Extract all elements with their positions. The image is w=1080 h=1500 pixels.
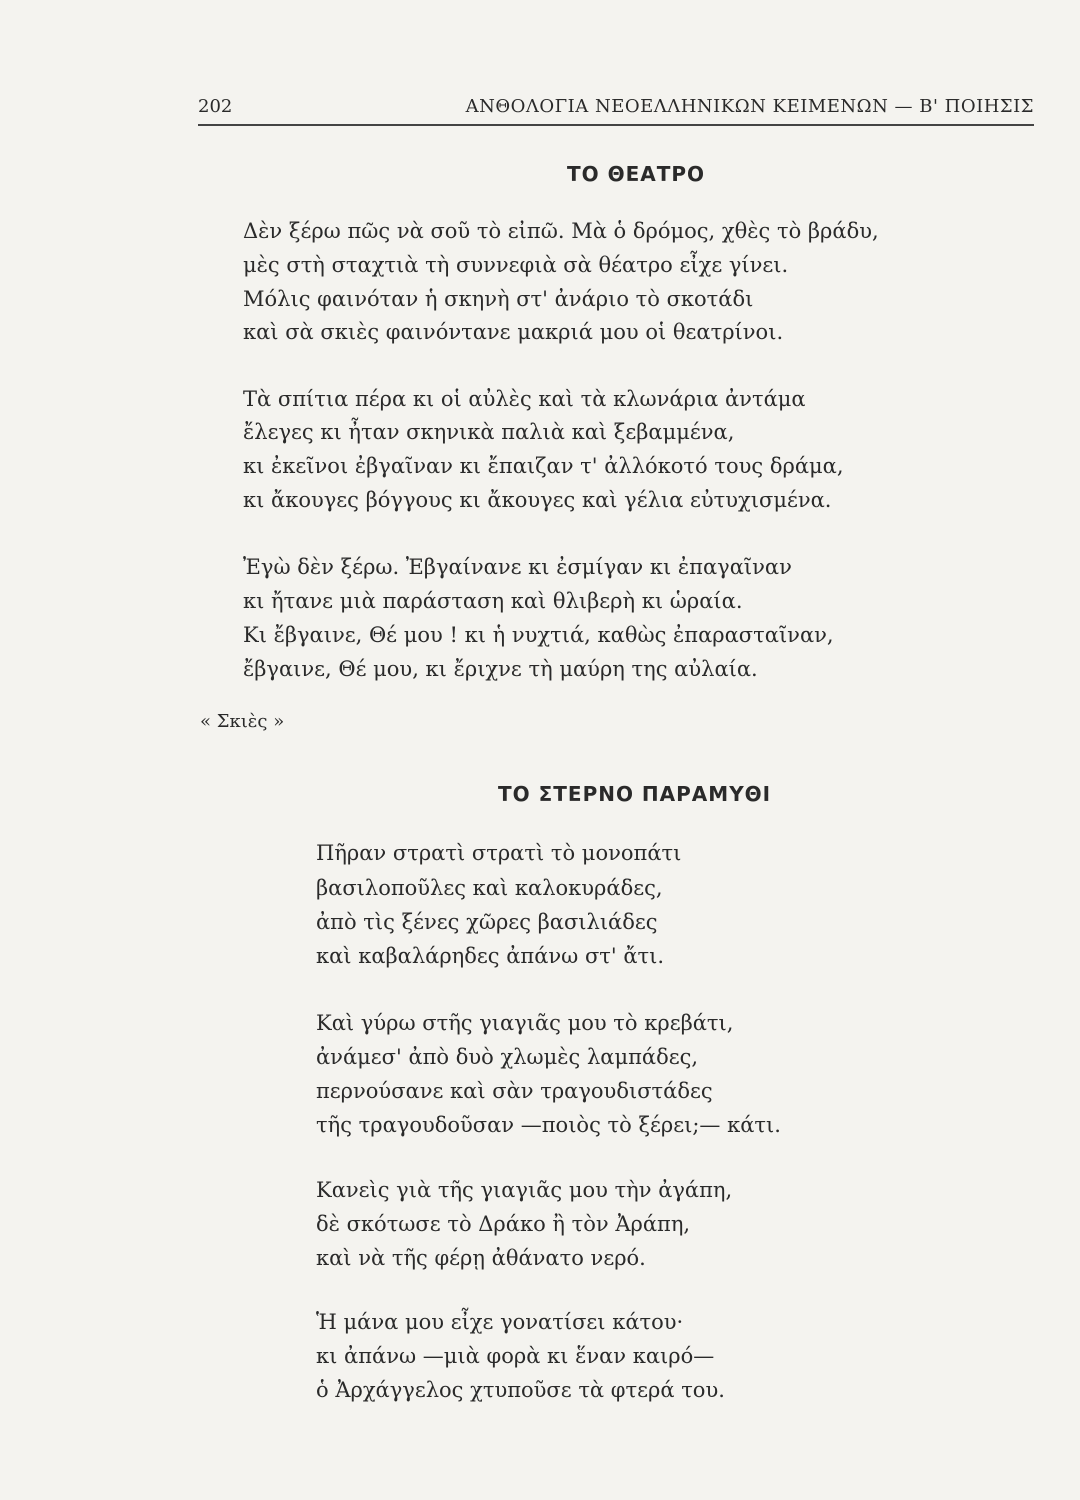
poem-line: κι ἤτανε μιὰ παράσταση καὶ θλιβερὴ κι ὡραία. <box>243 589 743 613</box>
poem-line: κι ἄκουγες βόγγους κι ἄκουγες καὶ γέλια εὐτυχισμένα. <box>243 488 832 512</box>
poem-line: περνούσανε καὶ σὰν τραγουδιστάδες <box>316 1079 713 1103</box>
running-head: ΑΝΘΟΛΟΓΙΑ ΝΕΟΕΛΛΗΝΙΚΩΝ ΚΕΙΜΕΝΩΝ — Β' ΠΟΙΗΣΙΣ <box>465 96 1034 117</box>
poem-line: κι ἀπάνω —μιὰ φορὰ κι ἕναν καιρό— <box>316 1344 715 1368</box>
poem-line: Ἡ μάνα μου εἶχε γονατίσει κάτου· <box>316 1310 684 1334</box>
poem-line: τῆς τραγουδοῦσαν —ποιὸς τὸ ξέρει;— κάτι. <box>316 1113 781 1137</box>
poem-line: κι ἐκεῖνοι ἐβγαῖναν κι ἔπαιζαν τ' ἀλλόκοτό τους δράμα, <box>243 454 844 478</box>
poem-line: Μόλις φαινόταν ἡ σκηνὴ στ' ἀνάριο τὸ σκοτάδι <box>243 287 754 311</box>
poem-line: Πῆραν στρατὶ στρατὶ τὸ μονοπάτι <box>316 841 682 865</box>
poem-line: ἀνάμεσ' ἀπὸ δυὸ χλωμὲς λαμπάδες, <box>316 1045 699 1069</box>
poem-line: ἔβγαινε, Θέ μου, κι ἔριχνε τὴ μαύρη της αὐλαία. <box>243 657 758 681</box>
poem-title-theatro: ΤΟ ΘΕΑΤΡΟ <box>567 162 706 186</box>
poem-line: Δὲν ξέρω πῶς νὰ σοῦ τὸ εἰπῶ. Μὰ ὁ δρόμος, χθὲς τὸ βράδυ, <box>243 219 879 243</box>
poem-source: « Σκιὲς » <box>200 711 285 732</box>
poem-line: βασιλοποῦλες καὶ καλοκυράδες, <box>316 876 663 900</box>
poem-line: ὁ Ἀρχάγγελος χτυποῦσε τὰ φτερά του. <box>316 1378 725 1402</box>
poem-line: Τὰ σπίτια πέρα κι οἱ αὐλὲς καὶ τὰ κλωνάρια ἀντάμα <box>243 387 806 411</box>
page-header <box>198 96 1034 126</box>
poem-line: Κανεὶς γιὰ τῆς γιαγιᾶς μου τὴν ἀγάπη, <box>316 1178 733 1202</box>
poem-line: μὲς στὴ σταχτιὰ τὴ συννεφιὰ σὰ θέατρο εἶχε γίνει. <box>243 253 789 277</box>
poem-line: ἀπὸ τὶς ξένες χῶρες βασιλιάδες <box>316 910 658 934</box>
page-number: 202 <box>198 96 233 117</box>
poem-line: ἔλεγες κι ἦταν σκηνικὰ παλιὰ καὶ ξεβαμμένα, <box>243 420 735 444</box>
poem-title-sterno-paramythi: ΤΟ ΣΤΕΡΝΟ ΠΑΡΑΜΥΘΙ <box>498 782 772 806</box>
poem-line: Κι ἔβγαινε, Θέ μου ! κι ἡ νυχτιά, καθὼς ἐπαρασταῖναν, <box>243 623 834 647</box>
poem-line: καὶ σὰ σκιὲς φαινόντανε μακριά μου οἱ θεατρίνοι. <box>243 320 784 344</box>
poem-line: δὲ σκότωσε τὸ Δράκο ἢ τὸν Ἀράπη, <box>316 1212 691 1236</box>
poem-line: καὶ καβαλάρηδες ἀπάνω στ' ἄτι. <box>316 944 665 968</box>
poem-line: Ἐγὼ δὲν ξέρω. Ἐβγαίνανε κι ἐσμίγαν κι ἐπαγαῖναν <box>243 555 792 579</box>
poem-line: Καὶ γύρω στῆς γιαγιᾶς μου τὸ κρεβάτι, <box>316 1011 734 1035</box>
poem-line: καὶ νὰ τῆς φέρῃ ἀθάνατο νερό. <box>316 1246 646 1270</box>
